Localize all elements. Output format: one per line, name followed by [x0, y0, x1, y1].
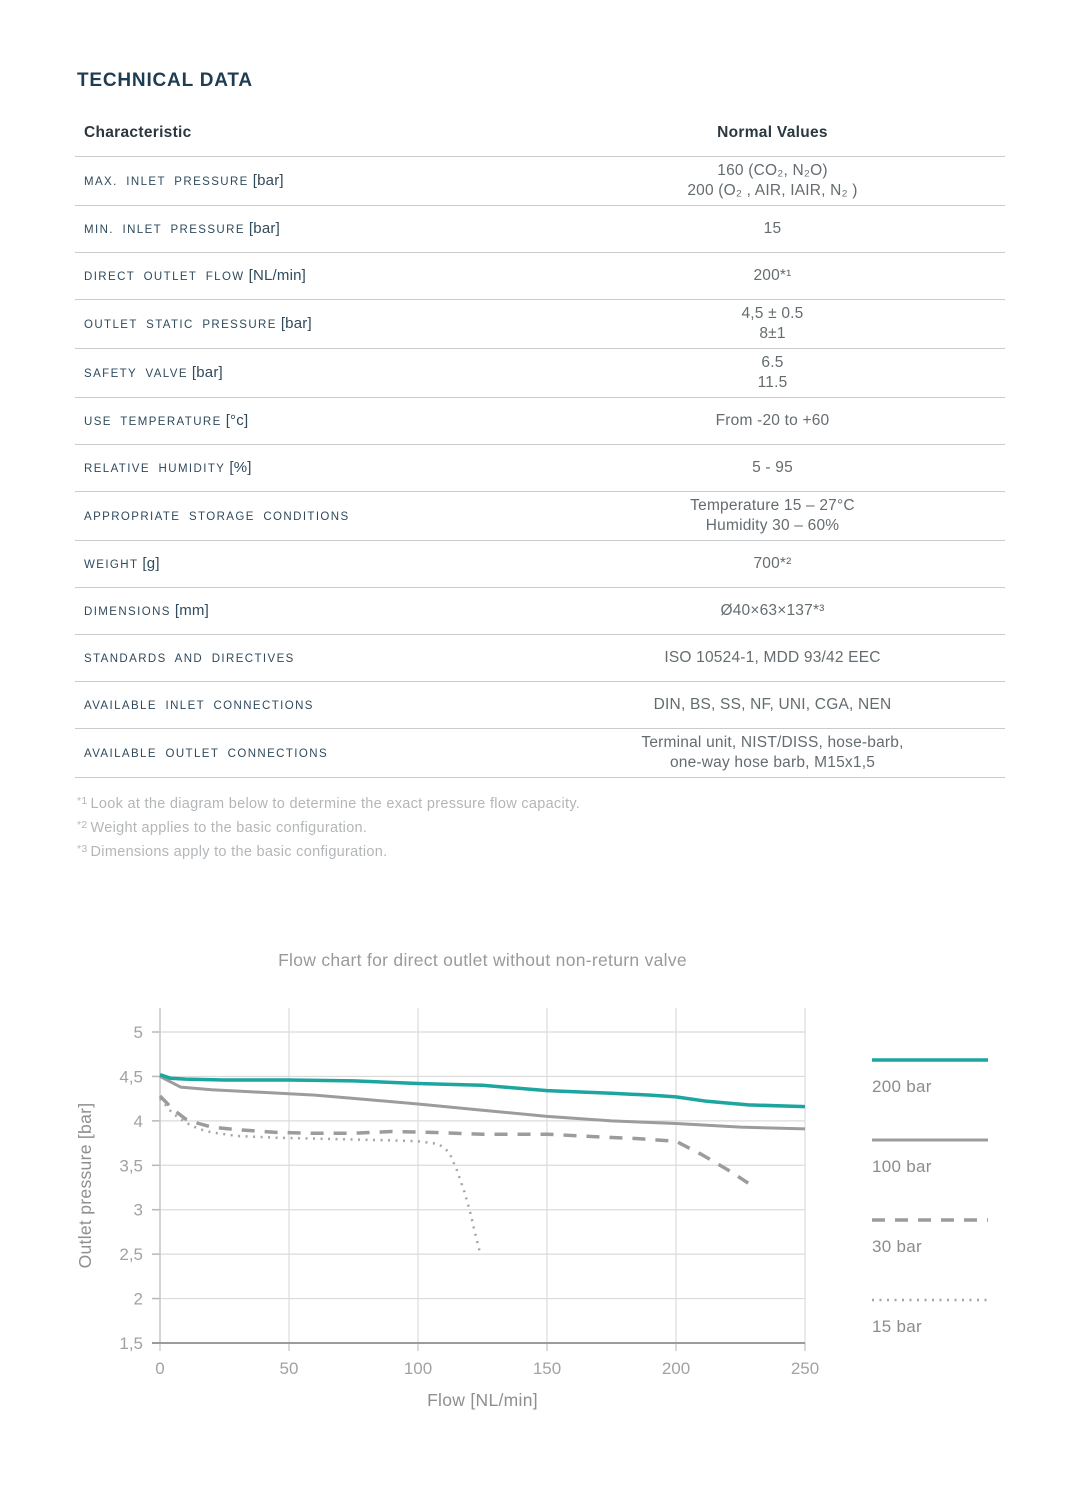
row-values	[540, 695, 1005, 715]
row-value-line: Terminal unit, NIST/DISS, hose-barb,	[641, 734, 904, 751]
row-label-text: WEIGHT	[84, 559, 139, 571]
row-label	[75, 267, 540, 285]
y-tick-label: 3	[133, 1200, 143, 1220]
row-values	[540, 304, 1005, 344]
row-values	[540, 411, 1005, 431]
row-label-unit: [%]	[229, 459, 252, 476]
table-header-row	[75, 124, 1005, 157]
row-label-text: MAX. INLET PRESSURE	[84, 176, 249, 188]
table-row	[75, 588, 1005, 635]
footnote-text: Weight applies to the basic configuration.	[90, 820, 368, 836]
table-row	[75, 492, 1005, 541]
row-value-line: one-way hose barb, M15x1,5	[669, 754, 876, 771]
row-label	[75, 507, 540, 525]
row-label-text: DIRECT OUTLET FLOW	[84, 271, 245, 283]
legend-line-sample	[872, 1137, 988, 1143]
series-line-15-bar	[160, 1099, 480, 1253]
row-label-text: OUTLET STATIC PRESSURE	[84, 319, 277, 331]
chart-legend	[872, 1050, 1005, 1370]
y-tick-label: 2,5	[119, 1245, 143, 1265]
table-row	[75, 682, 1005, 729]
table-row	[75, 300, 1005, 349]
row-label-text: AVAILABLE OUTLET CONNECTIONS	[84, 748, 329, 760]
row-label	[75, 602, 540, 620]
row-values	[540, 733, 1005, 773]
row-label	[75, 220, 540, 238]
row-value-line: 5 - 95	[752, 459, 793, 476]
row-label-unit: [bar]	[191, 364, 223, 381]
legend-label: 200 bar	[872, 1077, 932, 1096]
row-label	[75, 555, 540, 573]
legend-item	[872, 1210, 1005, 1290]
legend-line-sample	[872, 1217, 988, 1223]
row-label-text: STANDARDS AND DIRECTIVES	[84, 653, 295, 665]
x-tick-label: 200	[661, 1359, 691, 1378]
x-tick-label: 0	[155, 1359, 165, 1378]
row-value-line: ISO 10524-1, MDD 93/42 EEC	[664, 649, 881, 666]
y-tick-label: 3,5	[119, 1156, 143, 1176]
row-label	[75, 172, 540, 190]
row-value-line: 160 (CO₂, N₂O)	[717, 162, 828, 179]
x-tick-label: 50	[279, 1359, 299, 1378]
legend-label: 15 bar	[872, 1317, 923, 1336]
row-value-line: 6.5	[761, 354, 784, 371]
table-row	[75, 398, 1005, 445]
row-label	[75, 649, 540, 667]
legend-item	[872, 1290, 1005, 1370]
technical-data-table	[75, 157, 1005, 778]
row-values	[540, 161, 1005, 201]
row-label	[75, 744, 540, 762]
row-label-text: RELATIVE HUMIDITY	[84, 463, 226, 475]
row-label-text: DIMENSIONS	[84, 606, 171, 618]
row-label-unit: [g]	[142, 555, 160, 572]
page-title: TECHNICAL DATA	[77, 70, 253, 91]
row-label-unit: [NL/min]	[248, 267, 307, 284]
row-values	[540, 353, 1005, 393]
flow-chart-plot	[75, 1000, 1005, 1435]
row-label-text: USE TEMPERATURE	[84, 416, 222, 428]
row-value-line: Humidity 30 – 60%	[705, 517, 840, 534]
table-row	[75, 157, 1005, 206]
row-value-line: 200 (O₂ , AIR, IAIR, N₂ )	[687, 182, 858, 199]
row-values	[540, 601, 1005, 621]
table-row	[75, 253, 1005, 300]
row-label-unit: [mm]	[174, 602, 209, 619]
row-values	[540, 266, 1005, 286]
row-values	[540, 648, 1005, 668]
table-row	[75, 349, 1005, 398]
row-values	[540, 458, 1005, 478]
row-label	[75, 412, 540, 430]
flow-chart-section	[75, 950, 1005, 1460]
table-row	[75, 541, 1005, 588]
y-tick-label: 1,5	[119, 1334, 143, 1353]
row-label-unit: [bar]	[252, 172, 284, 189]
row-label-text: AVAILABLE INLET CONNECTIONS	[84, 700, 314, 712]
row-value-line: 200*¹	[753, 267, 792, 284]
footnote-marker: *1	[77, 795, 88, 807]
y-axis-title: Outlet pressure [bar]	[75, 1102, 95, 1269]
row-value-line: 8±1	[759, 325, 786, 342]
legend-item	[872, 1130, 1005, 1210]
footnote	[77, 791, 1005, 815]
legend-label: 100 bar	[872, 1157, 932, 1176]
footnote-marker: *2	[77, 819, 88, 831]
table-row	[75, 445, 1005, 492]
row-label-unit: [°c]	[225, 412, 249, 429]
y-tick-label: 4	[133, 1111, 143, 1131]
row-label	[75, 364, 540, 382]
characteristic-column-header: Characteristic	[84, 124, 192, 141]
x-tick-label: 150	[532, 1359, 562, 1378]
row-values	[540, 496, 1005, 536]
y-tick-label: 2	[133, 1289, 143, 1309]
table-row	[75, 729, 1005, 778]
row-value-line: From -20 to +60	[715, 412, 830, 429]
row-value-line: 700*²	[753, 555, 792, 572]
row-label	[75, 459, 540, 477]
row-value-line: Ø40×63×137*³	[720, 602, 825, 619]
x-axis-title: Flow [NL/min]	[427, 1390, 538, 1410]
row-label-text: SAFETY VALVE	[84, 368, 188, 380]
y-tick-label: 4,5	[119, 1067, 143, 1087]
row-value-line: 4,5 ± 0.5	[741, 305, 804, 322]
legend-item	[872, 1050, 1005, 1130]
row-value-line: Temperature 15 – 27°C	[690, 497, 855, 514]
footnote	[77, 815, 1005, 839]
footnote	[77, 839, 1005, 863]
footnote-text: Look at the diagram below to determine the exact pressure flow capacity.	[90, 796, 581, 812]
row-value-line: DIN, BS, SS, NF, UNI, CGA, NEN	[653, 696, 892, 713]
x-tick-label: 100	[403, 1359, 433, 1378]
legend-line-sample	[872, 1057, 988, 1063]
table-row	[75, 206, 1005, 253]
row-label-text: APPROPRIATE STORAGE CONDITIONS	[84, 511, 350, 523]
table-row	[75, 635, 1005, 682]
chart-title: Flow chart for direct outlet without non-return valve	[278, 950, 687, 970]
y-tick-label: 5	[133, 1023, 143, 1042]
row-value-line: 15	[763, 220, 782, 237]
x-tick-label: 250	[790, 1359, 820, 1378]
row-value-line: 11.5	[757, 374, 788, 391]
row-label-unit: [bar]	[248, 220, 280, 237]
row-values	[540, 554, 1005, 574]
row-values	[540, 219, 1005, 239]
row-label-unit: [bar]	[280, 315, 312, 332]
legend-line-sample	[872, 1297, 988, 1303]
series-line-30-bar	[160, 1096, 748, 1183]
row-label	[75, 315, 540, 333]
footnote-text: Dimensions apply to the basic configuration.	[90, 844, 388, 860]
normal-values-column-header: Normal Values	[717, 124, 828, 141]
legend-label: 30 bar	[872, 1237, 923, 1256]
row-label	[75, 696, 540, 714]
row-label-text: MIN. INLET PRESSURE	[84, 224, 245, 236]
footnotes	[75, 791, 1005, 863]
footnote-marker: *3	[77, 843, 88, 855]
